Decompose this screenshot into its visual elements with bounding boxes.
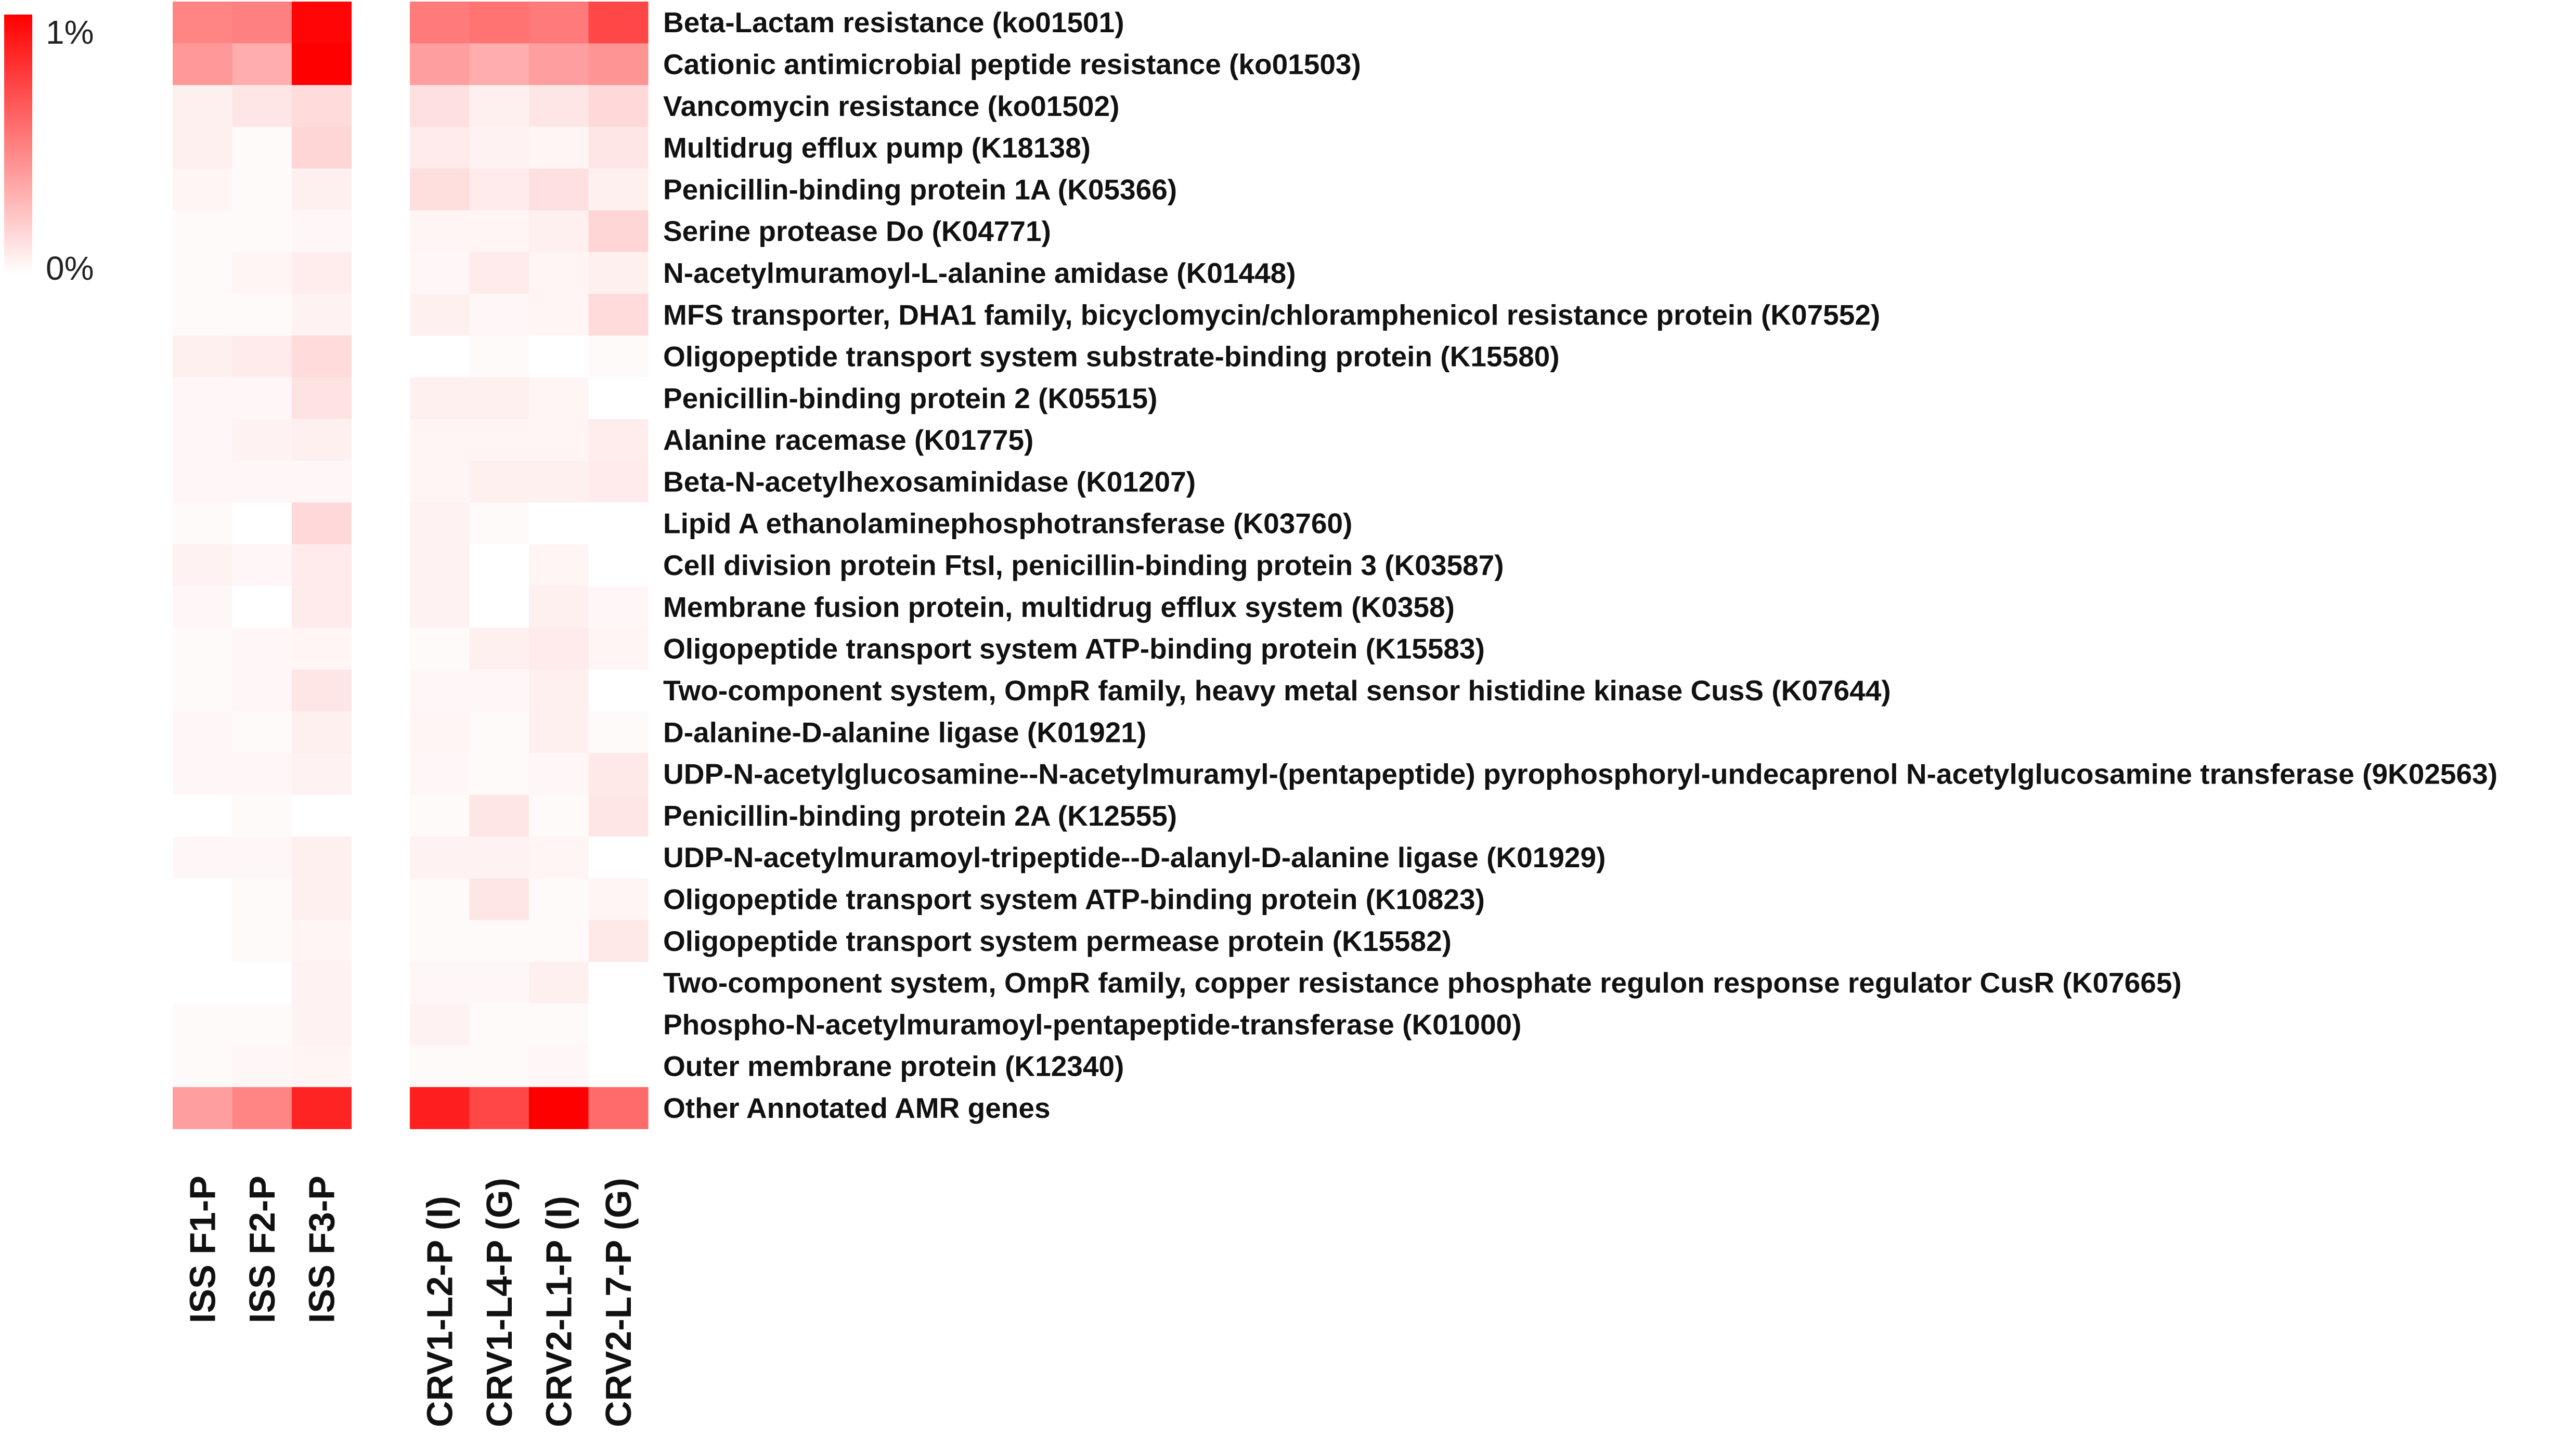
heatmap-cell [589,294,649,336]
column-labels [182,1176,639,1427]
heatmap-cell [292,753,352,795]
column-label: ISS F1-P [182,1176,223,1323]
heatmap-cell [529,335,589,377]
row-label: Phospho-N-acetylmuramoyl-pentapeptide-transferase (K01000) [663,1008,1522,1041]
heatmap-cell [529,1003,589,1046]
heatmap-cell [589,127,649,169]
heatmap-cell [589,1087,649,1129]
heatmap-cell [232,43,292,85]
heatmap-cell [410,211,470,253]
heatmap-cell [410,837,470,879]
heatmap-cell [173,878,232,920]
heatmap-cell [232,419,292,461]
heatmap-cell [470,168,529,211]
heatmap-cell [410,85,470,127]
heatmap-cell [470,920,529,962]
heatmap-cell [589,1003,649,1046]
column-label: CRV1-L4-P (G) [478,1178,520,1427]
row-label: Penicillin-binding protein 2A (K12555) [663,799,1177,832]
heatmap-cell [589,43,649,85]
heatmap-cell [410,544,470,586]
heatmap-cell [232,211,292,253]
heatmap-cell [292,85,352,127]
heatmap-cell [232,753,292,795]
heatmap-cell [470,503,529,545]
heatmap-cell [292,377,352,420]
heatmap-cell [529,586,589,628]
column-label: CRV2-L7-P (G) [598,1178,639,1427]
heatmap-cell [173,377,232,420]
heatmap-cell [410,2,470,44]
heatmap-cell [292,878,352,920]
heatmap-cell [232,837,292,879]
heatmap-cell [470,294,529,336]
heatmap-cell [292,1087,352,1129]
heatmap-cell [529,419,589,461]
heatmap-cell [410,168,470,211]
heatmap-cell [292,837,352,879]
heatmap-cell [292,1046,352,1088]
row-label: Oligopeptide transport system ATP-binding protein (K15583) [663,632,1485,665]
heatmap-cell [232,795,292,837]
heatmap-cell [292,252,352,294]
heatmap-cell [292,43,352,85]
heatmap-cell [232,503,292,545]
heatmap-cell [589,335,649,377]
heatmap-cell [470,1087,529,1129]
heatmap-cell [232,168,292,211]
heatmap-cell [410,419,470,461]
heatmap-cell [173,753,232,795]
heatmap-cell [470,419,529,461]
heatmap-cell [589,670,649,712]
heatmap-cell [589,795,649,837]
heatmap-cell [410,461,470,503]
heatmap-cell [410,586,470,628]
heatmap-cell [529,753,589,795]
column-label: CRV2-L1-P (I) [538,1196,579,1427]
legend-min-label: 0% [46,250,94,287]
heatmap-cell [529,127,589,169]
heatmap-cell [173,920,232,962]
heatmap-cell [589,211,649,253]
row-label: Multidrug efflux pump (K18138) [663,132,1091,164]
heatmap-cell [232,670,292,712]
heatmap-cell [173,711,232,753]
heatmap-cell [292,544,352,586]
heatmap-cell [589,920,649,962]
heatmap-cell [410,377,470,420]
heatmap-cell [410,127,470,169]
row-label: Cationic antimicrobial peptide resistance (ko01503) [663,48,1361,81]
heatmap-cell [292,920,352,962]
heatmap-cell [529,628,589,670]
heatmap-cell [173,795,232,837]
heatmap-cell [529,962,589,1004]
heatmap-cell [410,753,470,795]
row-label: Membrane fusion protein, multidrug efflux system (K0358) [663,591,1455,623]
heatmap-cell [173,419,232,461]
heatmap-cell [410,1003,470,1046]
heatmap-cell [470,837,529,879]
heatmap-cell [589,1046,649,1088]
heatmap-cell [173,211,232,253]
heatmap-cell [232,628,292,670]
heatmap-cell [232,2,292,44]
row-label: Serine protease Do (K04771) [663,215,1051,247]
column-label: ISS F3-P [301,1176,342,1323]
heatmap-cell [232,1087,292,1129]
heatmap-cell [589,377,649,420]
row-label: UDP-N-acetylmuramoyl-tripeptide--D-alanyl-D-alanine ligase (K01929) [663,841,1606,874]
heatmap-cell [292,586,352,628]
heatmap-cell [529,503,589,545]
heatmap-cell [529,670,589,712]
heatmap-cell [410,670,470,712]
heatmap-cell [292,2,352,44]
row-labels [663,6,2497,1124]
heatmap-cell [292,711,352,753]
heatmap-cell [470,252,529,294]
heatmap-cell [292,503,352,545]
heatmap-cell [529,294,589,336]
heatmap-cell [292,168,352,211]
heatmap-cell [589,837,649,879]
heatmap-cell [529,377,589,420]
heatmap-cell [470,377,529,420]
heatmap-cell [232,920,292,962]
heatmap-cell [589,711,649,753]
row-label: Two-component system, OmpR family, copper resistance phosphate regulon response regulator CusR (K07665) [663,967,2182,999]
heatmap-cell [529,2,589,44]
heatmap-cell [529,544,589,586]
heatmap-cell [470,586,529,628]
heatmap-cell [470,878,529,920]
heatmap-cell [410,43,470,85]
heatmap-cell [232,252,292,294]
row-label: Oligopeptide transport system permease protein (K15582) [663,924,1452,957]
heatmap-cell [173,335,232,377]
heatmap-cell [173,586,232,628]
heatmap-cell [470,962,529,1004]
heatmap-cell [470,670,529,712]
heatmap-cell [173,127,232,169]
legend-max-label: 1% [46,14,94,51]
heatmap-cell [470,211,529,253]
heatmap-cell [529,795,589,837]
heatmap-cell [173,670,232,712]
heatmap-cell [410,1087,470,1129]
row-label: Alanine racemase (K01775) [663,424,1034,456]
heatmap-cell [232,294,292,336]
row-label: Penicillin-binding protein 2 (K05515) [663,382,1158,414]
heatmap-cell [232,1003,292,1046]
heatmap-cell [410,795,470,837]
row-label: Penicillin-binding protein 1A (K05366) [663,173,1177,206]
heatmap-cell [232,335,292,377]
heatmap-cell [529,43,589,85]
heatmap-cell [410,252,470,294]
heatmap-cell [529,837,589,879]
row-label: UDP-N-acetylglucosamine--N-acetylmuramyl-(pentapeptide) pyrophosphoryl-undecaprenol N-acetylglucosamine transferase (9K02563) [663,758,2498,790]
heatmap-cell [470,85,529,127]
heatmap-cell [529,878,589,920]
heatmap-cell [232,962,292,1004]
heatmap-cell [529,211,589,253]
heatmap-cell [292,127,352,169]
heatmap-cell [173,461,232,503]
heatmap-cell [529,85,589,127]
heatmap-cell [589,461,649,503]
heatmap-cell [529,1046,589,1088]
heatmap-cell [589,503,649,545]
heatmap-cell [589,419,649,461]
row-label: Other Annotated AMR genes [663,1091,1051,1124]
heatmap-cell [589,252,649,294]
row-label: D-alanine-D-alanine ligase (K01921) [663,716,1147,749]
heatmap-cell [292,670,352,712]
heatmap-cell [589,878,649,920]
row-label: Lipid A ethanolaminephosphotransferase (K03760) [663,507,1353,540]
heatmap-cell [529,252,589,294]
heatmap-cells [173,2,649,1129]
row-label: Beta-Lactam resistance (ko01501) [663,6,1124,39]
heatmap-cell [173,837,232,879]
heatmap-cell [470,544,529,586]
heatmap-cell [470,628,529,670]
column-label: ISS F2-P [241,1176,282,1323]
heatmap-cell [173,1087,232,1129]
heatmap-cell [292,461,352,503]
heatmap-cell [529,920,589,962]
heatmap-cell [589,85,649,127]
heatmap-cell [589,628,649,670]
row-label: Two-component system, OmpR family, heavy metal sensor histidine kinase CusS (K07644) [663,674,1891,707]
heatmap-cell [470,1003,529,1046]
heatmap-cell [529,711,589,753]
heatmap-cell [292,335,352,377]
heatmap-cell [173,2,232,44]
heatmap-cell [470,711,529,753]
heatmap-cell [470,335,529,377]
row-label: Outer membrane protein (K12340) [663,1050,1124,1082]
row-label: MFS transporter, DHA1 family, bicyclomycin/chloramphenicol resistance protein (K07552) [663,298,1881,331]
heatmap-cell [529,461,589,503]
heatmap-cell [292,1003,352,1046]
heatmap-cell [410,294,470,336]
heatmap-cell [173,628,232,670]
heatmap-cell [529,168,589,211]
row-label: Oligopeptide transport system ATP-binding protein (K10823) [663,883,1485,916]
heatmap-cell [173,85,232,127]
row-label: Oligopeptide transport system substrate-binding protein (K15580) [663,340,1560,373]
heatmap-cell [292,795,352,837]
heatmap-cell [232,461,292,503]
heatmap-cell [589,753,649,795]
heatmap-cell [470,461,529,503]
heatmap-cell [589,962,649,1004]
row-label: Cell division protein FtsI, penicillin-binding protein 3 (K03587) [663,549,1504,581]
heatmap-cell [292,294,352,336]
heatmap-cell [232,377,292,420]
heatmap-cell [410,335,470,377]
heatmap-cell [589,586,649,628]
heatmap-cell [232,586,292,628]
heatmap-cell [410,628,470,670]
heatmap-cell [589,544,649,586]
heatmap-cell [292,419,352,461]
heatmap-cell [173,1046,232,1088]
heatmap-cell [470,795,529,837]
row-label: N-acetylmuramoyl-L-alanine amidase (K01448) [663,256,1296,289]
heatmap-cell [410,503,470,545]
row-label: Beta-N-acetylhexosaminidase (K01207) [663,465,1196,498]
heatmap-cell [173,962,232,1004]
heatmap-cell [470,43,529,85]
heatmap-cell [232,878,292,920]
column-label: CRV1-L2-P (I) [419,1196,460,1427]
heatmap-cell [470,1046,529,1088]
heatmap-cell [410,920,470,962]
heatmap-cell [173,252,232,294]
heatmap-cell [232,544,292,586]
heatmap-cell [232,1046,292,1088]
heatmap-cell [232,85,292,127]
heatmap-cell [173,1003,232,1046]
heatmap-cell [470,127,529,169]
heatmap-cell [410,878,470,920]
heatmap-cell [292,628,352,670]
heatmap-cell [173,294,232,336]
heatmap-cell [292,211,352,253]
heatmap-cell [410,711,470,753]
heatmap-cell [410,1046,470,1088]
heatmap-cell [470,2,529,44]
heatmap-cell [173,168,232,211]
heatmap-cell [470,753,529,795]
heatmap-cell [410,962,470,1004]
heatmap-cell [173,544,232,586]
legend-colorbar [4,15,32,275]
heatmap-cell [173,43,232,85]
heatmap-cell [292,962,352,1004]
heatmap-cell [232,711,292,753]
heatmap-cell [173,503,232,545]
heatmap-cell [589,168,649,211]
row-label: Vancomycin resistance (ko01502) [663,89,1120,122]
heatmap-cell [232,127,292,169]
heatmap-cell [589,2,649,44]
heatmap-cell [529,1087,589,1129]
